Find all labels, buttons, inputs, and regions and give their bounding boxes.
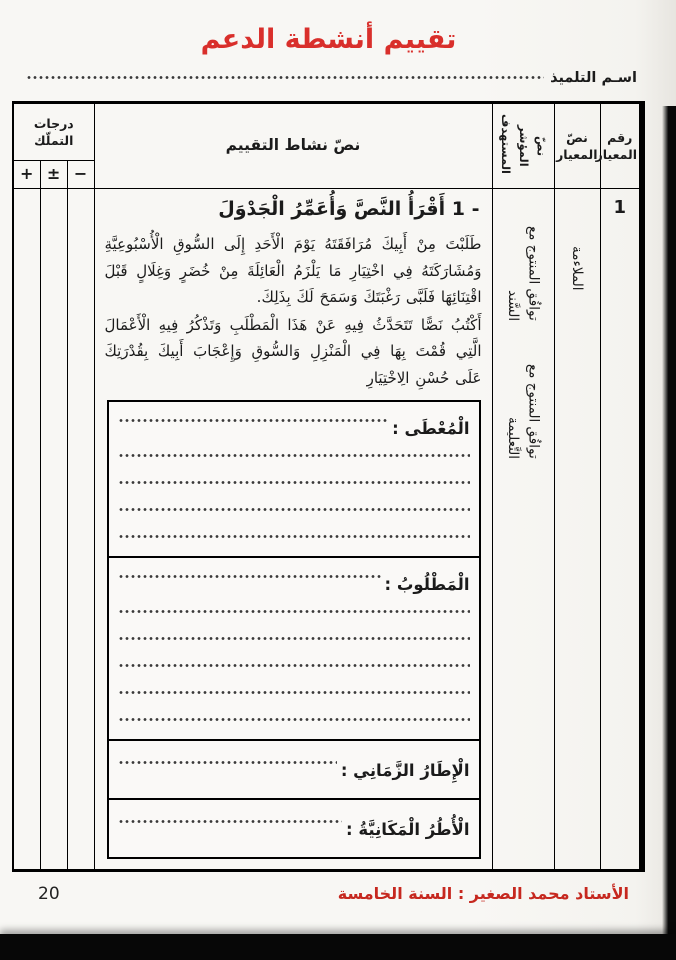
degree-symbol-plusminus: ± — [40, 161, 67, 188]
criterion-number-value: 1 — [600, 188, 642, 870]
field-label-line — [118, 808, 470, 843]
activity-cell — [94, 188, 492, 870]
student-name-blank[interactable] — [26, 70, 544, 85]
degree-mark-cell-minus[interactable] — [67, 188, 94, 870]
field-label: الْإِطَارُ الزَّمَانِي : — [340, 760, 470, 780]
page-title: تقييم أنشطة الدعم — [200, 24, 457, 55]
field-blank-line[interactable] — [118, 523, 470, 550]
field-blank-line[interactable] — [118, 625, 470, 652]
evaluation-table — [12, 101, 645, 871]
criterion-value: الملاءمة — [569, 246, 586, 291]
indicator-2: توافُق المنتوج مع التَّعليمة — [505, 364, 542, 459]
degree-symbol-minus: − — [67, 161, 94, 188]
header-mastery-degrees: درجات التملّك — [13, 103, 94, 161]
header-criterion-text: نصّ المعيار — [554, 103, 600, 188]
answer-field-1 — [109, 402, 479, 556]
field-blank-line[interactable] — [118, 652, 470, 679]
field-blank-line[interactable] — [118, 469, 470, 496]
field-blank-line[interactable] — [118, 706, 470, 733]
field-blank[interactable] — [118, 563, 381, 590]
photo-edge-right — [662, 106, 676, 936]
field-blank-line[interactable] — [118, 598, 470, 625]
student-name-label: اسـم التلميذ — [550, 70, 637, 87]
header-activity-text: نصّ نشاط التقييم — [94, 103, 492, 188]
answer-fields-box — [107, 400, 481, 859]
degree-symbol-plus: + — [13, 161, 40, 188]
activity-heading-text: أَقْرَأُ النَّصَّ وَأُعَمِّرُ الْجَدْوَلَ — [218, 197, 446, 220]
field-blank-line[interactable] — [118, 496, 470, 523]
activity-heading-number: 1 - — [451, 197, 480, 220]
answer-field-2 — [109, 556, 479, 739]
field-label: الْمُعْطَى : — [392, 418, 470, 438]
degree-mark-cell-plusminus[interactable] — [40, 188, 67, 870]
field-blank-line[interactable] — [118, 442, 470, 469]
field-blank[interactable] — [118, 407, 389, 434]
field-label: الْأُطُرُ الْمَكَانِيَّةُ : — [346, 819, 470, 839]
photo-edge-bottom — [0, 934, 676, 960]
field-label: الْمَطْلُوبُ : — [384, 574, 470, 594]
field-label-line — [118, 407, 470, 442]
field-blank[interactable] — [118, 749, 337, 776]
activity-paragraph-2: أَكْتُبُ نَصًّا تَتَحَدَّثُ فِيهِ عَنْ هَذَا الْمَطْلَبِ وَتَذْكُرُ فِيهِ الْأَعْمَالَ الَّتِي قُمْتَ بِهَا فِي الْمَنْزِلِ وَالسُّوقِ وَإِعْجَابَ أَبِيكَ بِقُدْرَتِكَ عَلَى حُسْنِ الِاخْتِيَارِ — [104, 316, 482, 387]
field-label-line — [118, 563, 470, 598]
header-indicator-label: نصّ المؤشر المستهدف — [499, 114, 549, 175]
footer-credit: الأستاد محمد الصغير : السنة الخامسة — [337, 884, 629, 904]
activity-heading — [105, 195, 480, 224]
activity-paragraph-1: طَلَبْتَ مِنْ أَبِيكَ مُرَافَقَتَهُ يَوْمَ الْأَحَدِ إِلَى السُّوقِ الْأُسْبُوعِيَّةِ وَمُشَارَكَتَهُ فِي اخْتِيَارِ مَا يَلْزَمُ الْعَائِلَةَ مِنْ خُضَرٍ وَغِلَالٍ قَبْلَ اقْتِنَائِهَا فَلَبَّى رَغْبَتَكَ وَسَمَحَ لَكَ بِذَلِكَ. — [104, 235, 482, 306]
indicator-1: توافُق المنتوج مع السَّند — [505, 226, 542, 321]
field-label-line — [118, 749, 470, 784]
field-blank-line[interactable] — [118, 679, 470, 706]
header-indicator-text — [492, 103, 554, 188]
footer-row — [12, 884, 645, 904]
degree-mark-cell-plus[interactable] — [13, 188, 40, 870]
page-number: 20 — [38, 883, 60, 904]
field-blank[interactable] — [118, 808, 343, 835]
answer-field-3 — [109, 739, 479, 798]
student-name-row — [26, 70, 637, 87]
criterion-cell — [554, 188, 600, 870]
answer-field-4 — [109, 798, 479, 857]
indicator-cell — [492, 188, 554, 870]
header-criterion-number: رقم المعيار — [600, 103, 642, 188]
